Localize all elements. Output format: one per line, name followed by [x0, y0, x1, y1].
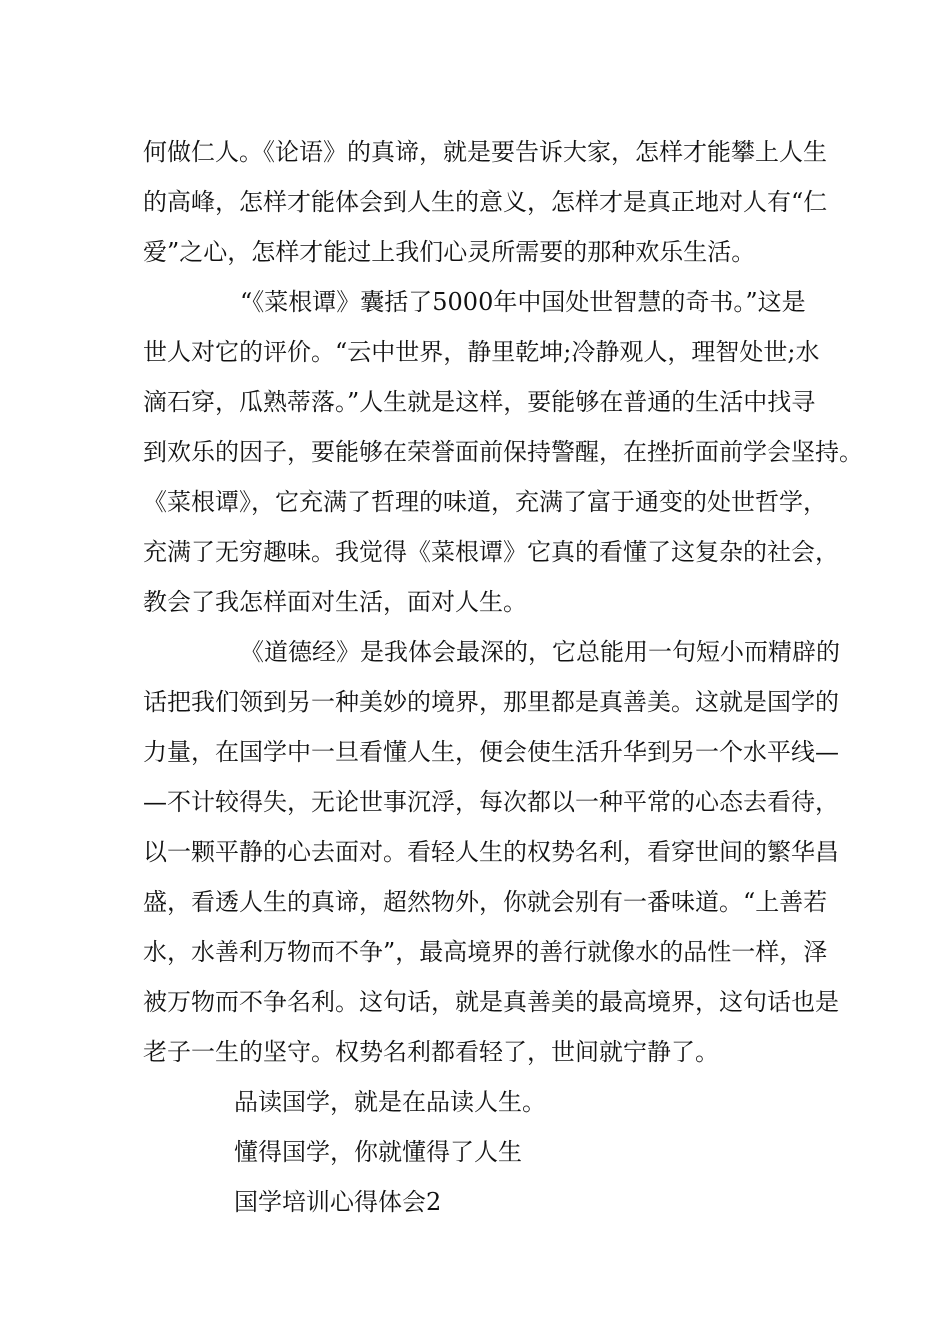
text-line: 话把我们领到另一种美妙的境界，那里都是真善美。这就是国学的 — [143, 688, 839, 716]
text-line: 《菜根谭》，它充满了哲理的味道，充满了富于通变的处世哲学， — [143, 488, 827, 516]
text-line: 盛，看透人生的真谛，超然物外，你就会别有一番味道。“上善若 — [143, 888, 828, 916]
text-line: 何做仁人。《论语》的真谛，就是要告诉大家，怎样才能攀上人生 — [143, 138, 827, 166]
text-line: —不计较得失，无论世事沉浮，每次都以一种平常的心态去看待， — [143, 788, 839, 816]
text-line: 到欢乐的因子，要能够在荣誉面前保持警醒，在挫折面前学会坚持。 — [143, 438, 863, 466]
text-line: 懂得国学，你就懂得了人生 — [234, 1138, 522, 1166]
text-line: 充满了无穷趣味。我觉得《菜根谭》它真的看懂了这复杂的社会， — [143, 538, 839, 566]
text-line: 爱”之心，怎样才能过上我们心灵所需要的那种欢乐生活。 — [143, 238, 756, 266]
text-line: 品读国学，就是在品读人生。 — [234, 1088, 546, 1116]
text-line: 以一颗平静的心去面对。看轻人生的权势名利，看穿世间的繁华昌 — [143, 838, 839, 866]
text-line: 水，水善利万物而不争”，最高境界的善行就像水的品性一样，泽 — [143, 938, 828, 966]
text-line: 被万物而不争名利。这句话，就是真善美的最高境界，这句话也是 — [143, 988, 839, 1016]
text-line: 《道德经》是我体会最深的，它总能用一句短小而精辟的 — [240, 638, 840, 666]
text-line: 世人对它的评价。“云中世界，静里乾坤;冷静观人，理智处世;水 — [143, 338, 820, 366]
text-line: 教会了我怎样面对生活，面对人生。 — [143, 588, 527, 616]
section-heading: 国学培训心得体会2 — [234, 1188, 442, 1216]
text-line: “《菜根谭》囊括了5000年中国处世智慧的奇书。”这是 — [240, 288, 806, 316]
text-line: 的高峰，怎样才能体会到人生的意义，怎样才是真正地对人有“仁 — [143, 188, 828, 216]
text-line: 滴石穿，瓜熟蒂落。”人生就是这样，要能够在普通的生活中找寻 — [143, 388, 816, 416]
text-line: 力量，在国学中一旦看懂人生，便会使生活升华到另一个水平线— — [143, 738, 839, 766]
text-line: 老子一生的坚守。权势名利都看轻了，世间就宁静了。 — [143, 1038, 719, 1066]
